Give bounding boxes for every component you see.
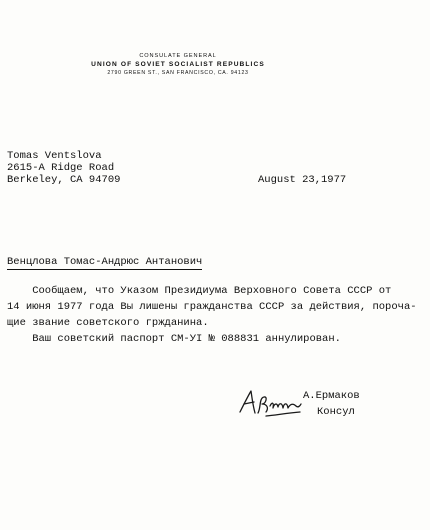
body-line-3: щие звание советского гржданина. xyxy=(7,317,209,329)
letterhead xyxy=(78,52,278,77)
signer-block xyxy=(303,388,360,420)
salutation: Венцлова Томас-Андрюс Антанович xyxy=(7,256,203,268)
body-line-4: Ваш советский паспорт СМ-УI № 088831 аннулирован. xyxy=(7,333,341,345)
body-line-2: 14 июня 1977 года Вы лишены гражданства СССР за действия, пороча- xyxy=(7,301,417,313)
letterhead-country: UNION OF SOVIET SOCIALIST REPUBLICS xyxy=(91,61,265,68)
recipient-address xyxy=(7,150,120,186)
letter-date: August 23,1977 xyxy=(258,174,347,186)
recipient-street: 2615-A Ridge Road xyxy=(7,162,115,174)
recipient-city: Berkeley, CA 94709 xyxy=(7,174,121,186)
body-line-1: Сообщаем, что Указом Президиума Верховного Совета СССР от xyxy=(7,285,392,297)
letterhead-consulate: CONSULATE GENERAL xyxy=(139,53,217,59)
signer-name: А.Ермаков xyxy=(303,390,360,402)
letter-body xyxy=(7,283,425,347)
signer-title: Консул xyxy=(317,406,355,418)
recipient-name: Tomas Ventslova xyxy=(7,150,102,162)
handwritten-signature xyxy=(236,386,304,420)
letterhead-address: 2790 GREEN ST., SAN FRANCISCO, CA. 94123 xyxy=(107,70,249,76)
